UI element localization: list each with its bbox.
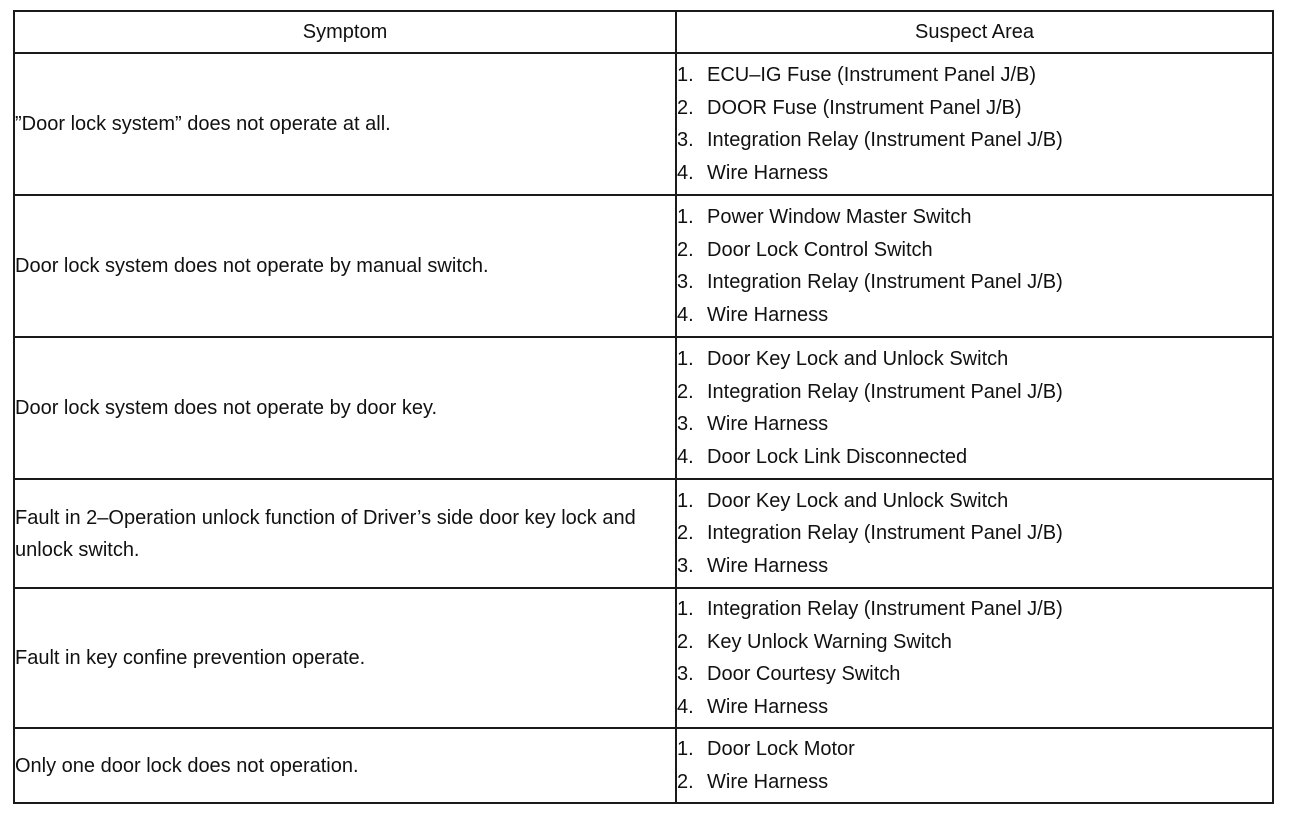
suspect-number: 2. xyxy=(677,630,694,653)
symptom-cell: ”Door lock system” does not operate at all. xyxy=(14,53,676,195)
suspect-item xyxy=(677,376,1272,409)
table-row xyxy=(14,337,1273,479)
suspect-item xyxy=(677,733,1272,766)
suspect-number: 2. xyxy=(677,96,694,119)
suspect-item xyxy=(677,408,1272,441)
suspect-text: Key Unlock Warning Switch xyxy=(707,630,952,653)
table-row xyxy=(14,53,1273,195)
suspect-text: Door Lock Control Switch xyxy=(707,238,933,261)
suspect-item xyxy=(677,234,1272,267)
suspect-text: Wire Harness xyxy=(707,554,829,577)
suspect-item xyxy=(677,593,1272,626)
troubleshooting-table xyxy=(13,10,1274,804)
suspect-number: 1. xyxy=(677,64,694,86)
suspect-item xyxy=(677,157,1272,190)
suspect-text: Power Window Master Switch xyxy=(707,206,972,228)
suspect-text: Wire Harness xyxy=(707,303,829,326)
suspect-item xyxy=(677,343,1272,376)
suspect-text: Wire Harness xyxy=(707,161,829,184)
suspect-number: 2. xyxy=(677,238,694,261)
symptom-cell: Door lock system does not operate by door key. xyxy=(14,337,676,479)
suspect-text: Door Lock Link Disconnected xyxy=(707,445,968,468)
suspect-item xyxy=(677,92,1272,125)
suspect-text: Integration Relay (Instrument Panel J/B) xyxy=(707,129,1063,151)
suspect-area-cell xyxy=(676,53,1273,195)
suspect-text: DOOR Fuse (Instrument Panel J/B) xyxy=(707,96,1022,119)
header-symptom: Symptom xyxy=(14,11,676,53)
suspect-item xyxy=(677,299,1272,332)
suspect-area-cell xyxy=(676,479,1273,588)
suspect-number: 1. xyxy=(677,348,694,370)
suspect-text: Integration Relay (Instrument Panel J/B) xyxy=(707,598,1063,620)
suspect-item xyxy=(677,517,1272,550)
suspect-number: 1. xyxy=(677,206,694,228)
suspect-area-cell xyxy=(676,337,1273,479)
suspect-item xyxy=(677,485,1272,518)
suspect-item xyxy=(677,626,1272,659)
suspect-number: 1. xyxy=(677,738,694,760)
table-body xyxy=(14,53,1273,803)
suspect-number: 3. xyxy=(677,129,694,151)
symptom-cell: Door lock system does not operate by manual switch. xyxy=(14,195,676,337)
suspect-item xyxy=(677,441,1272,474)
suspect-number: 3. xyxy=(677,554,694,577)
suspect-number: 4. xyxy=(677,445,694,468)
suspect-number: 1. xyxy=(677,598,694,620)
suspect-item xyxy=(677,266,1272,299)
suspect-item xyxy=(677,691,1272,724)
suspect-text: Wire Harness xyxy=(707,695,829,718)
suspect-text: Wire Harness xyxy=(707,770,829,793)
symptom-cell: Fault in key confine prevention operate. xyxy=(14,588,676,728)
suspect-text: Door Lock Motor xyxy=(707,738,855,760)
suspect-number: 4. xyxy=(677,303,694,326)
suspect-number: 4. xyxy=(677,695,694,718)
header-suspect-area: Suspect Area xyxy=(676,11,1273,53)
suspect-text: ECU–IG Fuse (Instrument Panel J/B) xyxy=(707,64,1037,86)
suspect-text: Door Key Lock and Unlock Switch xyxy=(707,348,1009,370)
suspect-number: 3. xyxy=(677,271,694,293)
suspect-text: Integration Relay (Instrument Panel J/B) xyxy=(707,271,1063,293)
suspect-area-cell xyxy=(676,728,1273,803)
suspect-text: Door Courtesy Switch xyxy=(707,663,901,685)
suspect-item xyxy=(677,201,1272,234)
suspect-text: Integration Relay (Instrument Panel J/B) xyxy=(707,380,1063,403)
suspect-number: 3. xyxy=(677,663,694,685)
suspect-number: 2. xyxy=(677,380,694,403)
suspect-text: Door Key Lock and Unlock Switch xyxy=(707,489,1009,512)
table-row xyxy=(14,728,1273,803)
table-row xyxy=(14,479,1273,588)
suspect-number: 2. xyxy=(677,522,694,545)
suspect-area-cell xyxy=(676,195,1273,337)
suspect-item xyxy=(677,766,1272,799)
suspect-item xyxy=(677,124,1272,157)
symptom-cell: Only one door lock does not operation. xyxy=(14,728,676,803)
suspect-number: 1. xyxy=(677,489,694,512)
suspect-text: Wire Harness xyxy=(707,413,829,435)
suspect-number: 3. xyxy=(677,413,694,435)
suspect-item xyxy=(677,550,1272,583)
suspect-number: 4. xyxy=(677,161,694,184)
suspect-number: 2. xyxy=(677,770,694,793)
suspect-item xyxy=(677,658,1272,691)
suspect-text: Integration Relay (Instrument Panel J/B) xyxy=(707,522,1063,545)
table-row xyxy=(14,195,1273,337)
symptom-cell: Fault in 2–Operation unlock function of Driver’s side door key lock and unlock switch. xyxy=(14,479,676,588)
header-row xyxy=(14,11,1273,53)
suspect-item xyxy=(677,59,1272,92)
suspect-area-cell xyxy=(676,588,1273,728)
table-row xyxy=(14,588,1273,728)
